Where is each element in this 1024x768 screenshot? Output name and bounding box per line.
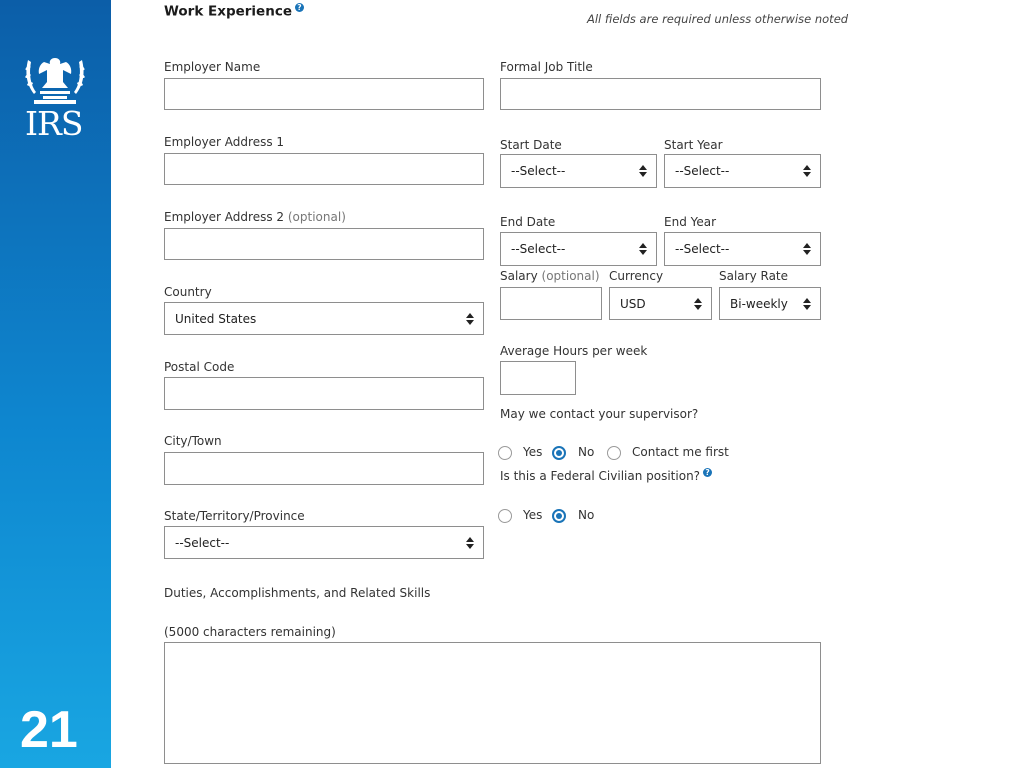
postal-code-label: Postal Code [164,360,235,374]
end-date-label: End Date [500,215,556,229]
end-year-select[interactable] [664,232,821,266]
contact-no-radio[interactable] [552,446,566,460]
country-label: Country [164,285,212,299]
salary-label-text: Salary [500,269,538,283]
end-year-label: End Year [664,215,717,229]
sort-arrows-icon [803,243,811,255]
end-year-value: --Select-- [675,242,730,256]
state-select[interactable] [164,526,484,559]
section-title [164,3,304,20]
employer-name-input[interactable] [164,78,484,110]
sort-arrows-icon [466,313,474,325]
contact-yes-radio[interactable] [498,446,512,460]
salary-rate-value: Bi-weekly [730,296,788,311]
contact-supervisor-question: May we contact your supervisor? [500,407,699,421]
required-note: All fields are required unless otherwise noted [587,12,849,26]
federal-no-label: No [578,508,595,522]
contact-no-label: No [578,445,595,459]
salary-rate-select[interactable] [719,287,821,320]
city-input[interactable] [164,452,484,485]
start-date-label: Start Date [500,138,562,152]
sort-arrows-icon [639,243,647,255]
employer-name-label: Employer Name [164,60,261,74]
start-date-select[interactable] [500,154,657,188]
logo-text: IRS [25,104,83,143]
contact-first-radio[interactable] [607,446,621,460]
sort-arrows-icon [803,165,811,177]
sort-arrows-icon [639,165,647,177]
currency-select[interactable] [609,287,712,320]
federal-no-radio[interactable] [552,509,566,523]
irs-eagle-logo-icon [22,54,88,106]
currency-value: USD [620,296,646,311]
job-title-label: Formal Job Title [500,60,593,74]
federal-yes-radio[interactable] [498,509,512,523]
federal-civilian-question [500,468,712,483]
help-icon[interactable]: ? [295,3,304,12]
contact-first-label: Contact me first [632,445,729,459]
salary-optional: (optional) [541,269,600,283]
federal-yes-label: Yes [523,508,543,522]
salary-input[interactable] [500,287,602,320]
job-title-input[interactable] [500,78,821,110]
start-year-label: Start Year [664,138,723,152]
end-date-value: --Select-- [511,242,566,256]
salary-label [500,269,600,283]
duties-label: Duties, Accomplishments, and Related Skills [164,586,431,600]
sidebar [0,0,111,768]
characters-remaining: (5000 characters remaining) [164,625,336,639]
hours-input[interactable] [500,361,576,395]
contact-yes-label: Yes [523,445,543,459]
duties-textarea[interactable] [164,642,821,764]
state-label: State/Territory/Province [164,509,305,523]
hours-label: Average Hours per week [500,344,648,358]
country-select[interactable] [164,302,484,335]
end-date-select[interactable] [500,232,657,266]
sort-arrows-icon [466,537,474,549]
state-value: --Select-- [175,535,230,550]
help-icon[interactable]: ? [703,468,712,477]
address1-input[interactable] [164,153,484,185]
country-value: United States [175,311,257,326]
sort-arrows-icon [803,298,811,310]
slide-number: 21 [20,701,78,759]
address2-input[interactable] [164,228,484,260]
salary-rate-label: Salary Rate [719,269,789,283]
section-title-text: Work Experience [164,3,292,20]
sort-arrows-icon [694,298,702,310]
address2-label-text: Employer Address 2 [164,210,285,224]
federal-civilian-question-text: Is this a Federal Civilian position? [500,469,701,483]
address2-label [164,210,346,224]
start-year-select[interactable] [664,154,821,188]
postal-code-input[interactable] [164,377,484,410]
start-year-value: --Select-- [675,164,730,178]
start-date-value: --Select-- [511,164,566,178]
currency-label: Currency [609,269,664,283]
address1-label: Employer Address 1 [164,135,285,149]
address2-optional: (optional) [287,210,346,224]
city-label: City/Town [164,434,222,448]
